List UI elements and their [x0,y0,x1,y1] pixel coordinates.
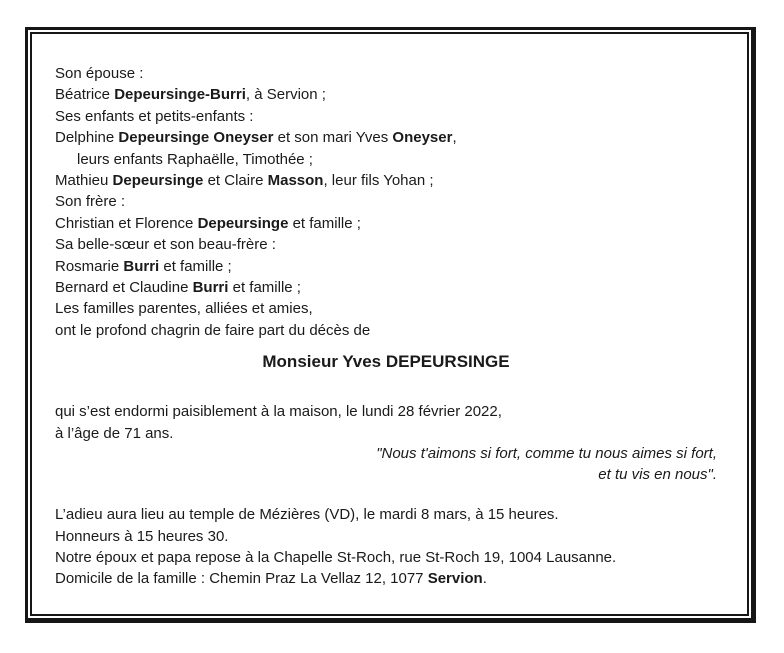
memorial-quote [55,444,717,485]
text-segment: et famille ; [228,279,301,297]
text-segment: et famille ; [159,257,232,275]
text-line [55,63,717,84]
text-line [55,191,717,212]
text-line [55,401,717,422]
text-segment: , leur fils Yohan ; [323,172,434,190]
name-emphasis: Burri [123,257,160,275]
text-segment: Notre époux et papa repose à la Chapelle St-Roch, rue St-Roch 19, 1004 Lausanne. [55,548,617,566]
text-segment: Bernard et Claudine [55,279,193,297]
text-segment: et tu vis en nous". [598,465,717,483]
text-line [55,170,717,191]
text-line [55,256,717,277]
text-segment: Honneurs à 15 heures 30. [55,527,229,545]
text-line [55,444,717,465]
text-segment: à l’âge de 71 ans. [55,424,174,442]
text-line [55,106,717,127]
name-emphasis: Masson [267,172,324,190]
text-segment: ont le profond chagrin de faire part du décès de [55,321,371,339]
name-emphasis: Depeursinge [197,214,289,232]
text-segment: et famille ; [288,214,361,232]
text-line [55,84,717,105]
name-emphasis: Depeursinge [112,172,204,190]
obituary-content [32,34,747,590]
text-line [55,277,717,298]
text-line [55,547,717,568]
text-segment: Son épouse : [55,65,144,82]
text-line [55,298,717,319]
ceremony-details [55,504,717,590]
obituary-card-inner-frame [30,32,749,616]
text-segment: Ses enfants et petits-enfants : [55,107,254,125]
text-line [55,423,717,444]
deceased-name: Monsieur Yves DEPEURSINGE [262,352,510,372]
text-segment: Mathieu [55,172,113,190]
text-segment: L’adieu aura lieu au temple de Mézières (VD), le mardi 8 mars, à 15 heures. [55,506,559,524]
text-line [55,234,717,255]
text-segment: Sa belle-sœur et son beau-frère : [55,236,276,254]
name-emphasis: Depeursinge Oneyser [118,129,274,147]
text-segment: leurs enfants Raphaëlle, Timothée ; [77,150,313,168]
text-line [55,149,717,170]
text-segment: Domicile de la famille : Chemin Praz La Vellaz 12, 1077 [55,570,428,588]
text-line [55,127,717,148]
text-segment: Rosmarie [55,257,124,275]
text-segment: Delphine [55,129,119,147]
text-segment: . [482,570,487,588]
text-segment: Béatrice [55,86,115,104]
text-line [55,504,717,525]
name-emphasis: Burri [192,279,229,297]
name-emphasis: Depeursinge-Burri [114,86,246,104]
text-segment: Christian et Florence [55,214,198,232]
name-emphasis: Servion [427,570,483,588]
family-section [55,63,717,341]
text-segment: Son frère : [55,193,126,211]
death-details [55,401,717,444]
text-segment: et son mari Yves [273,129,393,147]
obituary-card-frame [25,27,756,623]
text-segment: "Nous t'aimons si fort, comme tu nous aimes si fort, [376,445,717,463]
text-segment: qui s’est endormi paisiblement à la maison, le lundi 28 février 2022, [55,403,502,421]
text-line [55,568,717,589]
text-line [55,526,717,547]
text-line [55,320,717,341]
text-segment: , à Servion ; [245,86,326,104]
text-line [55,465,717,486]
name-emphasis: Oneyser [392,129,453,147]
text-segment: , [452,129,457,147]
text-segment: Les familles parentes, alliées et amies, [55,300,313,318]
text-line [55,213,717,234]
text-segment: et Claire [203,172,268,190]
